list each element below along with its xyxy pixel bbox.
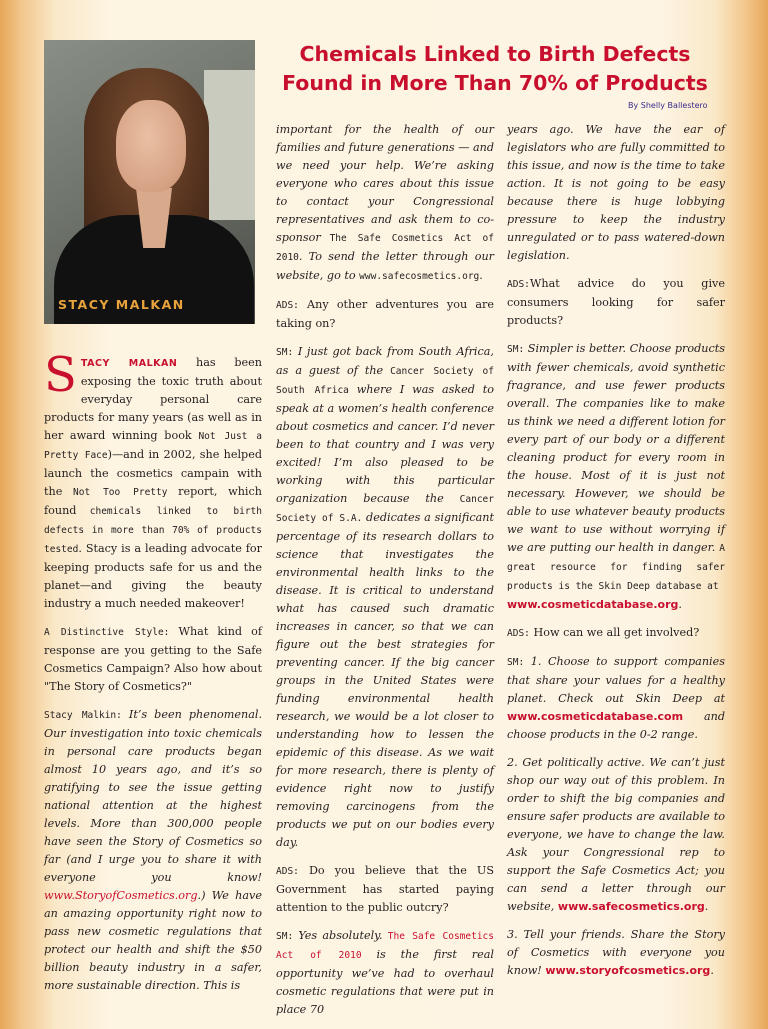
answer-1-continued: important for the health of our families and future generations — and we need your help. We’re asking everyone who cares about this issue to contact your Congressional representatives and ask them to co-sponsor The Safe Cosmetics Act of 2010. To send the letter through our website, go to www.safecosmetics.org.	[276, 123, 494, 282]
intro-name: TACY MALKAN	[80, 358, 178, 369]
safecosmetics-link[interactable]: www.safecosmetics.org	[359, 271, 480, 282]
question-1: A Distinctive Style: What kind of response are you getting to the Safe Cosmetics Campaign? Also how about "The Story of Cosmetics?"	[44, 625, 263, 693]
background-sign	[204, 70, 255, 220]
question-3: ADS: Do you believe that the US Government has started paying attention to the public outcry?	[276, 864, 494, 914]
tip-3: 3. Tell your friends. Share the Story of Cosmetics with everyone you know! www.storyofcosmetics.org.	[507, 928, 725, 977]
cosmeticdatabase-com-link[interactable]: www.cosmeticdatabase.com	[507, 710, 684, 723]
drop-cap: S	[44, 347, 77, 403]
question-4: ADS:What advice do you give consumers looking for safer products?	[507, 277, 725, 327]
title-line-1: Chemicals Linked to Birth Defects	[299, 42, 691, 66]
column-2	[276, 121, 494, 1029]
story-of-cosmetics-link[interactable]: www.StoryofCosmetics.org	[44, 889, 198, 902]
answer-2: SM: I just got back from South Africa, as a guest of the Cancer Society of South Africa where I was asked to speak at a women’s health conference about cosmetics and cancer. I’d never been to that country and I was very excited! I’m also pleased to be working with this particular organization because the Cancer Society of S.A. dedicates a significant percentage of its research dollars to science that investigates the environmental health links to the disease. It is critical to understand what has caused such dramatic increases in cancer, so that we can figure out the best strategies for preventing cancer. If the big cancer groups in the United States were funding environmental health research, we would be a lot closer to understanding how to lessen the epidemic of this disease. As we wait for more research, there is plenty of evidence right now to justify removing carcinogens from the products we put on our bodies every day.	[276, 345, 494, 849]
intro-paragraph: STACY MALKAN has been exposing the toxic truth about everyday personal care products for many years (as well as in her award winning book Not Just a Pretty Face)—and in 2002, she helped launch the cosmetics campain with the Not Too Pretty report, which found chemicals linked to birth defects in more than 70% of products tested. Stacy is a leading advocate for keeping products safe for us and the planet—and giving the beauty industry a much needed makeover!	[44, 347, 263, 610]
byline: By Shelly Ballestero	[628, 101, 708, 110]
article-title	[262, 40, 728, 98]
photo-caption: STACY MALKAN	[58, 297, 185, 312]
cosmeticdatabase-org-link[interactable]: www.cosmeticdatabase.org	[507, 598, 679, 611]
tip-2: 2. Get politically active. We can’t just shop our way out of this problem. In order to shift the big companies and ensure safer products are available to everyone, we have to change the law. Ask your Congressional rep to support the Safe Cosmetics Act; you can send a letter through our website, www.safecosmetics.org.	[507, 756, 725, 913]
column-1	[44, 347, 263, 1005]
question-5: ADS: How can we all get involved?	[507, 626, 700, 639]
answer-1: Stacy Malkin: It’s been phenomenal. Our investigation into toxic chemicals in personal care products began almost 10 years ago, and it’s so gratifying to see the issue getting national attention at the highest levels. More than 300,000 people have seen the Story of Cosmetics so far (and I urge you to share it with everyone you know! www.StoryofCosmetics.org.) We have an amazing opportunity right now to pass new cosmetic regulations that protect our health and shift the $50 billion beauty industry in a safer, more sustainable direction. This is	[44, 708, 263, 992]
title-line-2: Found in More Than 70% of Products	[282, 71, 708, 95]
safecosmetics-org-link[interactable]: www.safecosmetics.org	[557, 900, 705, 913]
answer-5: SM: 1. Choose to support companies that share your values for a healthy planet. Check out Skin Deep at www.cosmeticdatabase.com and choose products in the 0-2 range.	[507, 655, 725, 741]
answer-3-continued: years ago. We have the ear of legislators who are fully committed to this issue, and now is the time to take action. It is not going to be easy because there is huge lobbying pressure to keep the industry unregulated or to pass watered-down legislation.	[507, 123, 725, 262]
portrait-photo	[44, 40, 255, 324]
answer-3: SM: Yes absolutely. The Safe Cosmetics Act of 2010 is the first real opportunity we’ve had to overhaul cosmetic regulations that were put in place 70	[276, 929, 495, 1016]
storyofcosmetics-org-link[interactable]: www.storyofcosmetics.org	[545, 964, 711, 977]
column-3	[507, 121, 725, 990]
answer-4: SM: Simpler is better. Choose products with fewer chemicals, avoid synthetic fragrance, and use fewer products overall. The companies like to make us think we need a different lotion for every part of our body or a different cleaning product for every room in the house. Most of it is just not necessary. However, we should be able to use whatever beauty products we want to use without worrying if we are putting our health in danger. A great resource for finding safer products is the Skin Deep database at www.cosmeticdatabase.org.	[507, 342, 725, 611]
question-2: ADS: Any other adventures you are taking on?	[276, 298, 494, 330]
portrait-face	[116, 100, 186, 192]
